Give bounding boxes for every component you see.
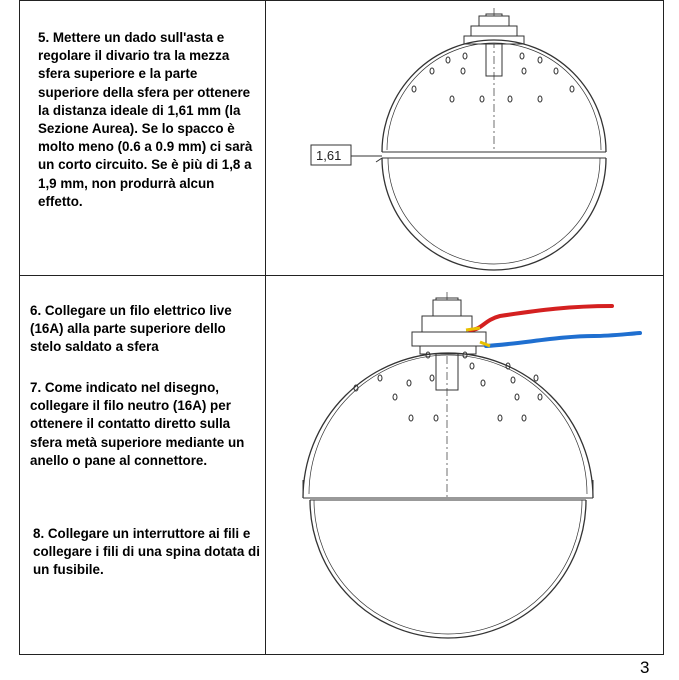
step-5-text: 5. Mettere un dado sull'asta e regolare il divario tra la mezza sfera superiore e la parte superiore della sfera per ottenere la distanza ideale di 1,61 mm (la Sezione Aurea). Se lo spacco è molto meno (0.6 a 0.9 mm) ci sarà un corto circuito. Se è più di 1,8 a 1,9 mm, non produrrà alcun effetto. <box>38 30 253 209</box>
step-7-text: 7. Come indicato nel disegno, collegare il filo neutro (16A) per ottenere il contatto diretto sulla sfera metà superiore mediante un anello o pane al connettore. <box>30 380 245 468</box>
neutral-wire <box>486 333 640 346</box>
sphere-drawing-bottom <box>303 292 593 638</box>
sphere-drawing-top <box>311 8 606 270</box>
step-8-text: 8. Collegare un interruttore ai fili e collegare i fili di una spina dotata di un fusibile. <box>33 526 260 578</box>
gap-dimension-label: 1,61 <box>316 148 342 163</box>
live-wire <box>470 306 612 330</box>
page-number: 3 <box>640 658 650 677</box>
step-6-text: 6. Collegare un filo elettrico live (16A) alla parte superiore dello stelo saldato a sfera <box>30 303 232 355</box>
